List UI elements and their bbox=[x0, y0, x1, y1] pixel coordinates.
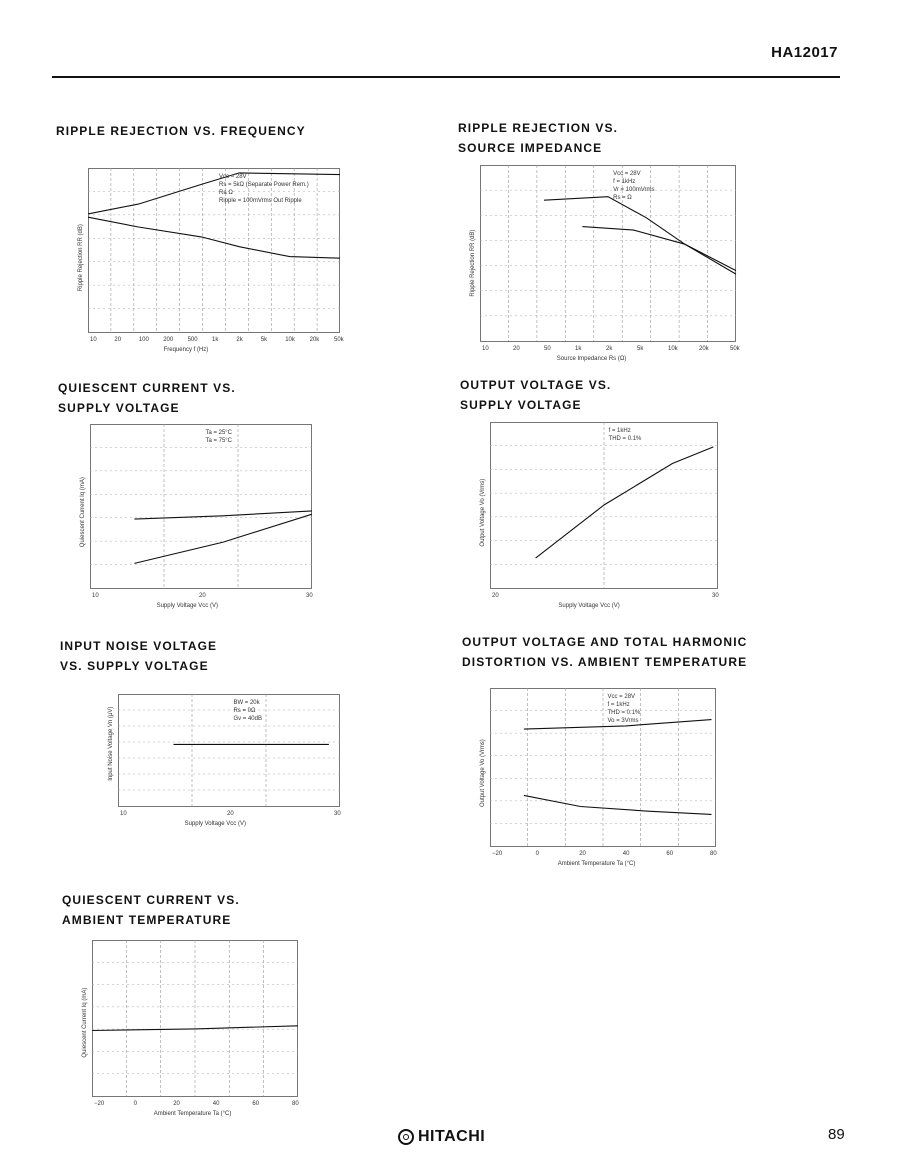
legend-label: Vcc = 28V bbox=[607, 694, 636, 700]
y-axis-label: Ripple Rejection RR (dB) bbox=[470, 229, 476, 297]
y-axis-label: Input Noise Voltage Vn (μV) bbox=[108, 706, 114, 781]
x-tick-label: 30 bbox=[712, 593, 719, 599]
x-axis-label: Supply Voltage Vcc (V) bbox=[558, 603, 620, 609]
x-tick-label: 20 bbox=[114, 337, 122, 343]
legend-label: f = 1kHz bbox=[608, 428, 631, 434]
figure-ripple-freq bbox=[78, 168, 344, 353]
x-tick-label: 10 bbox=[92, 593, 99, 599]
graph-svg bbox=[480, 688, 717, 867]
legend-label: f = 1kHz bbox=[607, 702, 630, 708]
characteristic-curve bbox=[88, 217, 340, 258]
caption-line: DISTORTION VS. AMBIENT TEMPERATURE bbox=[462, 655, 748, 669]
x-axis-label: Supply Voltage Vcc (V) bbox=[156, 603, 218, 609]
y-axis-label: Output Voltage Vo (Vrms) bbox=[480, 478, 486, 547]
graph-frame bbox=[119, 695, 340, 807]
page-number: 89 bbox=[828, 1126, 845, 1143]
x-tick-label: 200 bbox=[163, 337, 174, 343]
caption-iq-ta bbox=[62, 890, 240, 930]
characteristic-curve bbox=[88, 173, 340, 214]
x-tick-label: 30 bbox=[306, 593, 313, 599]
caption-line: RIPPLE REJECTION VS. FREQUENCY bbox=[56, 124, 306, 138]
legend-label: BW = 20k bbox=[233, 700, 260, 706]
x-tick-label: 10 bbox=[482, 346, 489, 352]
figure-vo-vcc bbox=[480, 422, 719, 609]
x-tick-label: 2k bbox=[236, 337, 243, 343]
x-tick-label: −20 bbox=[94, 1101, 105, 1107]
caption-vo-thd-ta bbox=[462, 632, 747, 672]
legend-label: f = 1kHz bbox=[613, 179, 636, 185]
x-tick-label: 40 bbox=[622, 851, 630, 857]
legend-label: Ripple = 100mVrms Out Ripple bbox=[219, 198, 302, 204]
caption-line: QUIESCENT CURRENT VS. bbox=[62, 893, 240, 907]
x-tick-label: 5k bbox=[260, 337, 268, 343]
x-axis-label: Ambient Temperature Ta (°C) bbox=[557, 861, 636, 867]
x-tick-label: 80 bbox=[292, 1101, 299, 1107]
caption-vn-vcc bbox=[60, 636, 217, 676]
graph-svg bbox=[82, 940, 299, 1117]
part-number: HA12017 bbox=[771, 44, 838, 61]
caption-line: SUPPLY VOLTAGE bbox=[58, 401, 180, 415]
figure-vn-vcc bbox=[108, 694, 341, 827]
x-tick-label: 20k bbox=[699, 346, 709, 352]
footer-logo bbox=[398, 1128, 485, 1146]
x-tick-label: 0 bbox=[535, 851, 539, 857]
graph-svg bbox=[470, 165, 740, 362]
caption-line: SUPPLY VOLTAGE bbox=[460, 398, 582, 412]
graph-svg bbox=[80, 424, 313, 609]
x-tick-label: 500 bbox=[187, 337, 198, 343]
legend-label: Vcc = 28V bbox=[613, 171, 641, 177]
caption-ripple-source bbox=[458, 118, 618, 158]
legend-label: Vcc = 28V bbox=[219, 174, 247, 180]
caption-line: OUTPUT VOLTAGE VS. bbox=[460, 378, 612, 392]
legend-label: Rs = 0Ω bbox=[233, 708, 256, 714]
caption-ripple-freq bbox=[56, 121, 306, 141]
figure-ripple-source bbox=[470, 165, 740, 362]
caption-line: VS. SUPPLY VOLTAGE bbox=[60, 659, 209, 673]
x-tick-label: 2k bbox=[606, 346, 613, 352]
caption-line: OUTPUT VOLTAGE AND TOTAL HARMONIC bbox=[462, 635, 748, 649]
x-tick-label: 40 bbox=[212, 1101, 220, 1107]
legend-label: THD = 0.1% bbox=[607, 710, 641, 716]
x-tick-label: 30 bbox=[334, 811, 341, 817]
x-axis-label: Supply Voltage Vcc (V) bbox=[184, 821, 246, 827]
graph-frame bbox=[89, 169, 340, 333]
y-axis-label: Quiescent Current Iq (mA) bbox=[80, 477, 86, 548]
x-tick-label: −20 bbox=[492, 851, 503, 857]
figure-iq-ta bbox=[82, 940, 299, 1117]
y-axis-label: Ripple Rejection RR (dB) bbox=[78, 224, 84, 292]
graph-svg bbox=[78, 168, 344, 353]
caption-line: INPUT NOISE VOLTAGE bbox=[60, 639, 218, 653]
x-tick-label: 100 bbox=[138, 337, 149, 343]
x-tick-label: 5k bbox=[637, 346, 644, 352]
legend-label: Ra Ω bbox=[219, 190, 233, 196]
x-axis-label: Frequency f (Hz) bbox=[163, 347, 209, 353]
x-tick-label: 20 bbox=[173, 1101, 180, 1107]
x-tick-label: 20 bbox=[199, 593, 206, 599]
caption-line: RIPPLE REJECTION VS. bbox=[458, 121, 619, 135]
legend-label: Ta = 75°C bbox=[205, 438, 233, 444]
x-tick-label: 10 bbox=[90, 337, 97, 343]
caption-line: SOURCE IMPEDANCE bbox=[458, 141, 603, 155]
caption-line: QUIESCENT CURRENT VS. bbox=[58, 381, 236, 395]
x-tick-label: 50 bbox=[544, 346, 551, 352]
x-tick-label: 1k bbox=[212, 337, 219, 343]
x-tick-label: 20 bbox=[513, 346, 520, 352]
x-tick-label: 10k bbox=[668, 346, 678, 352]
graph-svg bbox=[108, 694, 341, 827]
x-axis-label: Source Impedance Rs (Ω) bbox=[556, 356, 627, 362]
characteristic-curve bbox=[536, 447, 714, 558]
x-tick-label: 20 bbox=[227, 811, 234, 817]
legend-label: THD = 0.1% bbox=[608, 436, 642, 442]
x-tick-label: 20 bbox=[579, 851, 586, 857]
characteristic-curve bbox=[582, 227, 736, 271]
graph-frame bbox=[481, 166, 736, 342]
characteristic-curve bbox=[544, 197, 736, 274]
graph-frame bbox=[491, 689, 716, 847]
figure-iq-vcc bbox=[80, 424, 313, 609]
y-axis-label: Quiescent Current Iq (mA) bbox=[82, 987, 88, 1058]
x-tick-label: 50k bbox=[730, 346, 740, 352]
brand-name: HITACHI bbox=[418, 1128, 486, 1145]
graph-svg bbox=[480, 422, 719, 609]
legend-label: Gv = 40dB bbox=[233, 716, 262, 722]
x-tick-label: 1k bbox=[575, 346, 582, 352]
characteristic-curve bbox=[134, 514, 312, 563]
legend-label: Vo = 3Vrms bbox=[607, 718, 639, 724]
x-tick-label: 10k bbox=[285, 337, 295, 343]
characteristic-curve bbox=[524, 795, 712, 814]
x-tick-label: 50k bbox=[334, 337, 344, 343]
legend-label: Rs = Ω bbox=[613, 195, 632, 201]
header-rule bbox=[52, 76, 840, 78]
x-tick-label: 10 bbox=[120, 811, 127, 817]
x-tick-label: 20k bbox=[309, 337, 320, 343]
x-tick-label: 20 bbox=[492, 593, 499, 599]
graph-frame bbox=[91, 425, 312, 589]
x-tick-label: 60 bbox=[666, 851, 674, 857]
x-tick-label: 60 bbox=[252, 1101, 260, 1107]
x-axis-label: Ambient Temperature Ta (°C) bbox=[153, 1111, 232, 1117]
x-tick-label: 0 bbox=[133, 1101, 137, 1107]
x-tick-label: 80 bbox=[710, 851, 717, 857]
figure-vo-thd-ta bbox=[480, 688, 717, 867]
caption-line: AMBIENT TEMPERATURE bbox=[62, 913, 232, 927]
y-axis-label: Output Voltage Vo (Vrms) bbox=[480, 739, 486, 807]
legend-label: Rs = 5kΩ (Separate Power Rem.) bbox=[219, 182, 309, 188]
caption-iq-vcc bbox=[58, 378, 236, 418]
legend-label: Ta = 25°C bbox=[205, 430, 233, 436]
legend-label: Vr = 100mVrms bbox=[613, 187, 655, 193]
hitachi-logo-icon bbox=[398, 1129, 414, 1145]
caption-vo-vcc bbox=[460, 375, 611, 415]
graph-frame bbox=[93, 941, 298, 1097]
